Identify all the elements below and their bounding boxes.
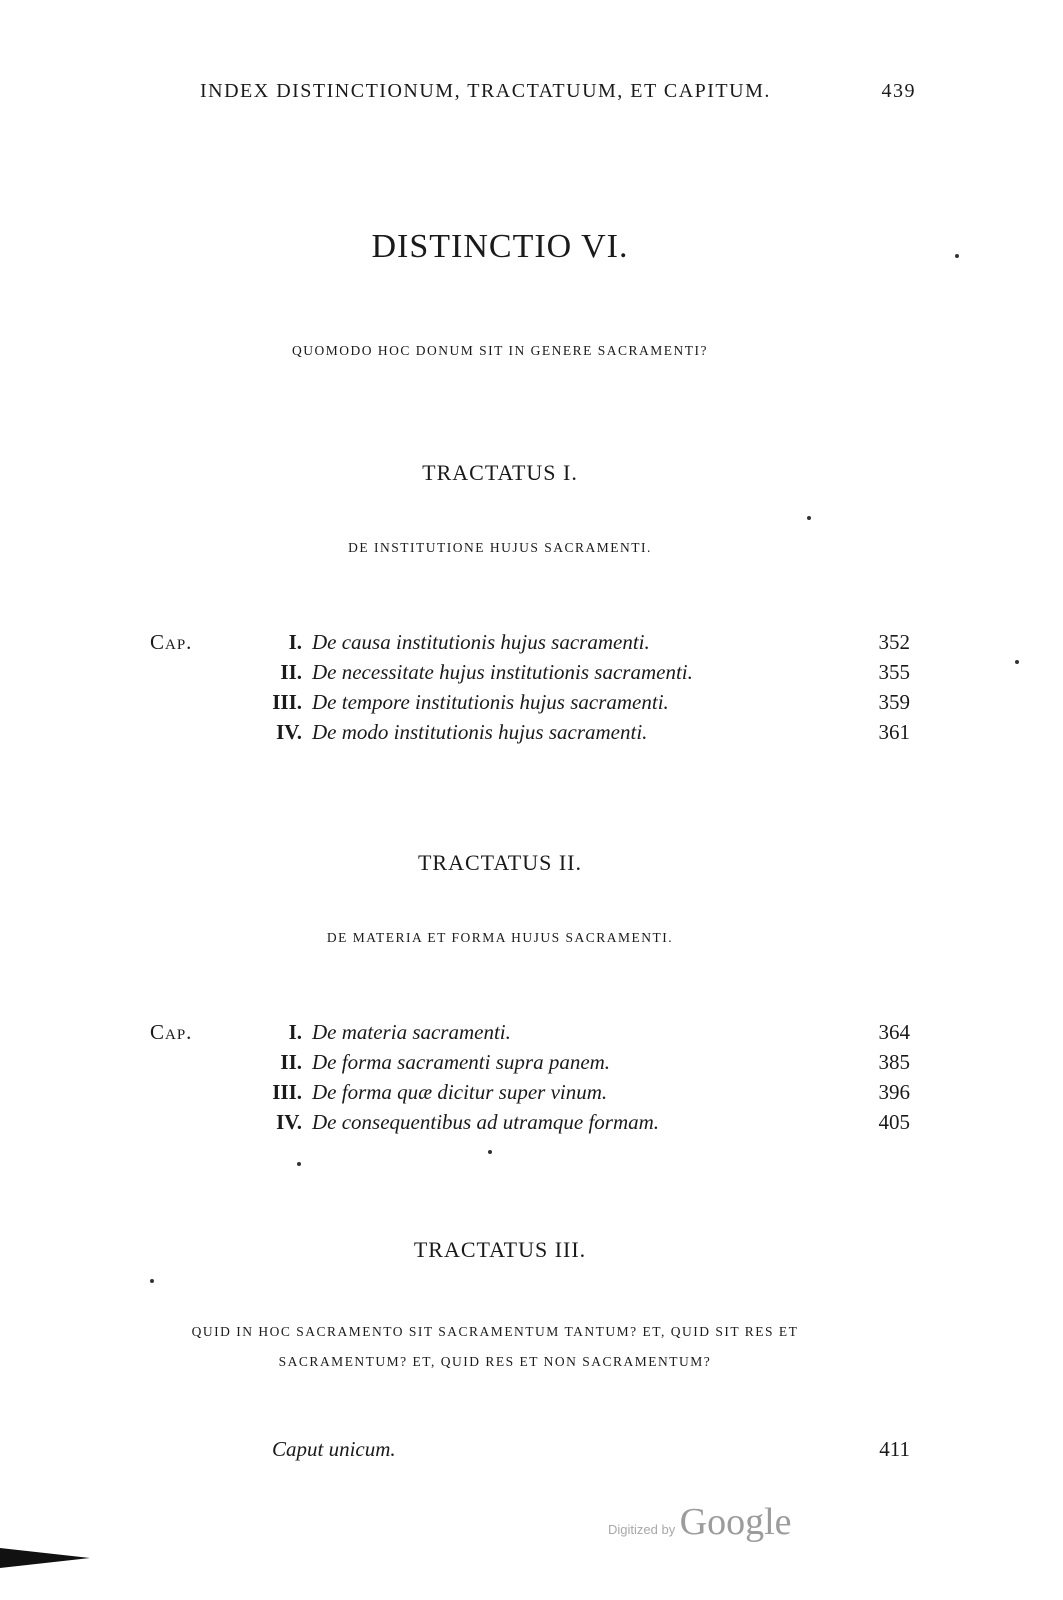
scan-edge-mark [0,1548,90,1568]
chapter-page: 361 [878,720,910,744]
scan-speck [488,1150,492,1154]
chapter-number: I. [288,1020,302,1044]
chapter-number: I. [288,630,302,654]
scan-speck [807,516,811,520]
chapter-title: De materia sacramenti. [312,1020,511,1044]
distinctio-subtitle: QUOMODO HOC DONUM SIT IN GENERE SACRAMENTI? [292,343,708,358]
chapter-page: 364 [878,1020,910,1044]
chapter-number: IV. [276,720,302,744]
chapter-page: 355 [878,660,910,684]
chapter-row [150,1437,920,1467]
tractatus-1-title: TRACTATUS I. [422,460,578,485]
chapter-page: 385 [878,1050,910,1074]
chapter-row [150,630,920,660]
cap-label: Cap. [150,1020,193,1044]
tractatus-3-subtitle-line-2: SACRAMENTUM? ET, QUID RES ET NON SACRAMENTUM? [278,1354,712,1369]
chapter-title: De modo institutionis hujus sacramenti. [312,720,648,744]
tractatus-2-title: TRACTATUS II. [417,850,582,875]
chapter-number: II. [280,1050,302,1074]
chapter-title: Caput unicum. [272,1437,396,1461]
scan-speck [297,1162,301,1166]
chapter-row [150,1020,920,1050]
digitized-by-label: Digitized by [608,1522,676,1537]
chapter-page: 352 [878,630,910,654]
chapter-row [150,720,920,750]
chapter-page: 411 [879,1437,910,1461]
chapter-row [150,1110,920,1140]
chapter-number: III. [272,690,302,714]
distinctio-title: DISTINCTIO VI. [371,228,629,265]
tractatus-1-subtitle: DE INSTITUTIONE HUJUS SACRAMENTI. [348,540,652,555]
tractatus-3-title: TRACTATUS III. [413,1237,587,1262]
chapter-number: II. [280,660,302,684]
tractatus-1-chapter-list [150,630,920,750]
chapter-number: IV. [276,1110,302,1134]
tractatus-2-subtitle: DE MATERIA ET FORMA HUJUS SACRAMENTI. [326,930,674,945]
tractatus-3-subtitle-line-1: QUID IN HOC SACRAMENTO SIT SACRAMENTUM TANTUM? ET, QUID SIT RES ET [191,1324,799,1339]
running-title: INDEX DISTINCTIONUM, TRACTATUUM, ET CAPITUM. [200,80,771,102]
tractatus-2-chapter-list [150,1020,920,1140]
scan-speck [150,1279,154,1283]
chapter-title: De tempore institutionis hujus sacramenti. [312,690,669,714]
scan-speck [955,254,959,258]
cap-label: Cap. [150,630,193,654]
chapter-row [150,1050,920,1080]
tractatus-3-subtitle [100,1317,890,1377]
chapter-number: III. [272,1080,302,1104]
chapter-row [150,690,920,720]
scan-speck [1015,660,1019,664]
chapter-title: De forma quæ dicitur super vinum. [312,1080,608,1104]
tractatus-3-chapter-list [150,1437,920,1467]
chapter-page: 396 [878,1080,910,1104]
chapter-title: De consequentibus ad utramque formam. [312,1110,660,1134]
google-logo: Google [679,1501,792,1543]
page-number: 439 [881,80,916,102]
chapter-page: 359 [878,690,910,714]
chapter-title: De forma sacramenti supra panem. [312,1050,611,1074]
chapter-title: De necessitate hujus institutionis sacramenti. [312,660,693,684]
digitized-watermark [608,1500,792,1544]
chapter-title: De causa institutionis hujus sacramenti. [312,630,650,654]
chapter-row [150,1080,920,1110]
chapter-page: 405 [878,1110,910,1134]
chapter-row [150,660,920,690]
